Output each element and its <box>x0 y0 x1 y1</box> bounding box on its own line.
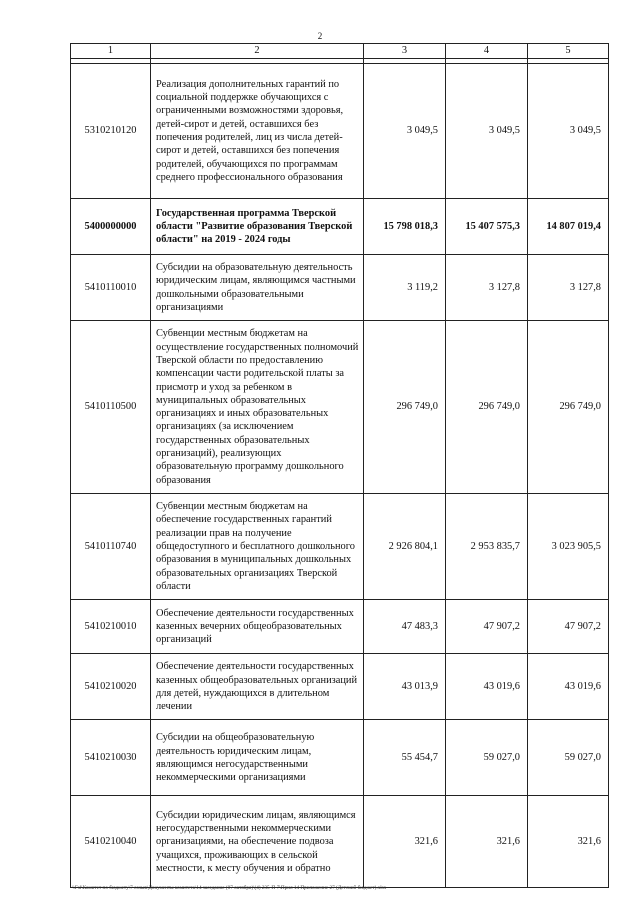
row-value-year3: 59 027,0 <box>528 720 609 796</box>
row-code: 5410210030 <box>71 720 151 796</box>
row-value-year1: 321,6 <box>364 796 446 888</box>
row-value-year1: 15 798 018,3 <box>364 199 446 255</box>
row-name: Субсидии на общеобразовательную деятельность юридическим лицам, являющимся негосударственными некоммерческими организациями <box>151 720 364 796</box>
row-value-year1: 3 049,5 <box>364 64 446 199</box>
row-value-year2: 47 907,2 <box>446 600 528 654</box>
row-value-year2: 321,6 <box>446 796 528 888</box>
table-row <box>71 720 609 796</box>
row-code: 5410210020 <box>71 654 151 720</box>
row-value-year2: 15 407 575,3 <box>446 199 528 255</box>
column-header: 5 <box>528 44 609 59</box>
row-value-year1: 2 926 804,1 <box>364 494 446 600</box>
row-value-year2: 296 749,0 <box>446 321 528 494</box>
row-code: 5310210120 <box>71 64 151 199</box>
row-name: Обеспечение деятельности государственных казенных вечерних общеобразовательных организаций <box>151 600 364 654</box>
row-value-year3: 14 807 019,4 <box>528 199 609 255</box>
table-row <box>71 796 609 888</box>
row-name: Государственная программа Тверской области "Развитие образования Тверской области" на 2019 - 2024 годы <box>151 199 364 255</box>
column-number-header-row <box>71 44 609 59</box>
table-row <box>71 255 609 321</box>
row-name: Субвенции местным бюджетам на осуществление государственных полномочий Тверской области по предоставлению компенсации части родительской платы за присмотр и уход за ребенком в муниципальных образовательных организациях и иных образовательных организациях (за исключением государственных образовательных организаций), реализующих образовательную программу дошкольного образования <box>151 321 364 494</box>
table-row <box>71 64 609 199</box>
row-code: 5400000000 <box>71 199 151 255</box>
row-value-year1: 3 119,2 <box>364 255 446 321</box>
row-value-year3: 296 749,0 <box>528 321 609 494</box>
page-number: 2 <box>317 31 323 41</box>
column-header: 2 <box>151 44 364 59</box>
row-value-year2: 2 953 835,7 <box>446 494 528 600</box>
row-name: Реализация дополнительных гарантий по социальной поддержке обучающихся с ограниченными возможностями здоровья, детей-сирот и детей, оставшихся без попечения родителей, лиц из числа детей-сирот и детей, оставшихся без попечения родителей, обучающихся по программам среднего профессионального образования <box>151 64 364 199</box>
row-value-year3: 47 907,2 <box>528 600 609 654</box>
row-name: Субсидии на образовательную деятельность юридическим лицам, являющимся частными дошкольными образовательными организациями <box>151 255 364 321</box>
row-code: 5410110010 <box>71 255 151 321</box>
table-row <box>71 654 609 720</box>
row-code: 5410110740 <box>71 494 151 600</box>
row-code: 5410110500 <box>71 321 151 494</box>
row-code: 5410210010 <box>71 600 151 654</box>
row-value-year3: 43 019,6 <box>528 654 609 720</box>
row-value-year1: 43 013,9 <box>364 654 446 720</box>
table-row <box>71 600 609 654</box>
row-value-year2: 3 049,5 <box>446 64 528 199</box>
row-name: Субвенции местным бюджетам на обеспечение государственных гарантий реализации прав на получение общедоступного и бесплатного дошкольного образования в муниципальных дошкольных образовательных организациях Тверской области <box>151 494 364 600</box>
column-header: 1 <box>71 44 151 59</box>
file-path-footer: \\Fsl\Комитет по бюджету\7 созыв\Документы комитета\14 заседание (07 октября)\(4) 235-П-7\Прил 14 Приложение 27 (Детский бюджет).xlsx <box>72 885 387 891</box>
row-name: Субсидии юридическим лицам, являющимся негосударственными некоммерческими организациями, на обеспечение подвоза учащихся, проживающих в сельской местности, к месту обучения и обратно <box>151 796 364 888</box>
row-value-year1: 55 454,7 <box>364 720 446 796</box>
column-header: 4 <box>446 44 528 59</box>
row-value-year3: 321,6 <box>528 796 609 888</box>
row-value-year2: 3 127,8 <box>446 255 528 321</box>
row-value-year3: 3 023 905,5 <box>528 494 609 600</box>
row-code: 5410210040 <box>71 796 151 888</box>
row-name: Обеспечение деятельности государственных казенных общеобразовательных организаций для детей, нуждающихся в длительном лечении <box>151 654 364 720</box>
row-value-year2: 59 027,0 <box>446 720 528 796</box>
row-value-year3: 3 049,5 <box>528 64 609 199</box>
row-value-year1: 296 749,0 <box>364 321 446 494</box>
table-row-program <box>71 199 609 255</box>
table-row <box>71 494 609 600</box>
row-value-year1: 47 483,3 <box>364 600 446 654</box>
table-row <box>71 321 609 494</box>
budget-table <box>70 43 609 888</box>
row-value-year3: 3 127,8 <box>528 255 609 321</box>
row-value-year2: 43 019,6 <box>446 654 528 720</box>
column-header: 3 <box>364 44 446 59</box>
